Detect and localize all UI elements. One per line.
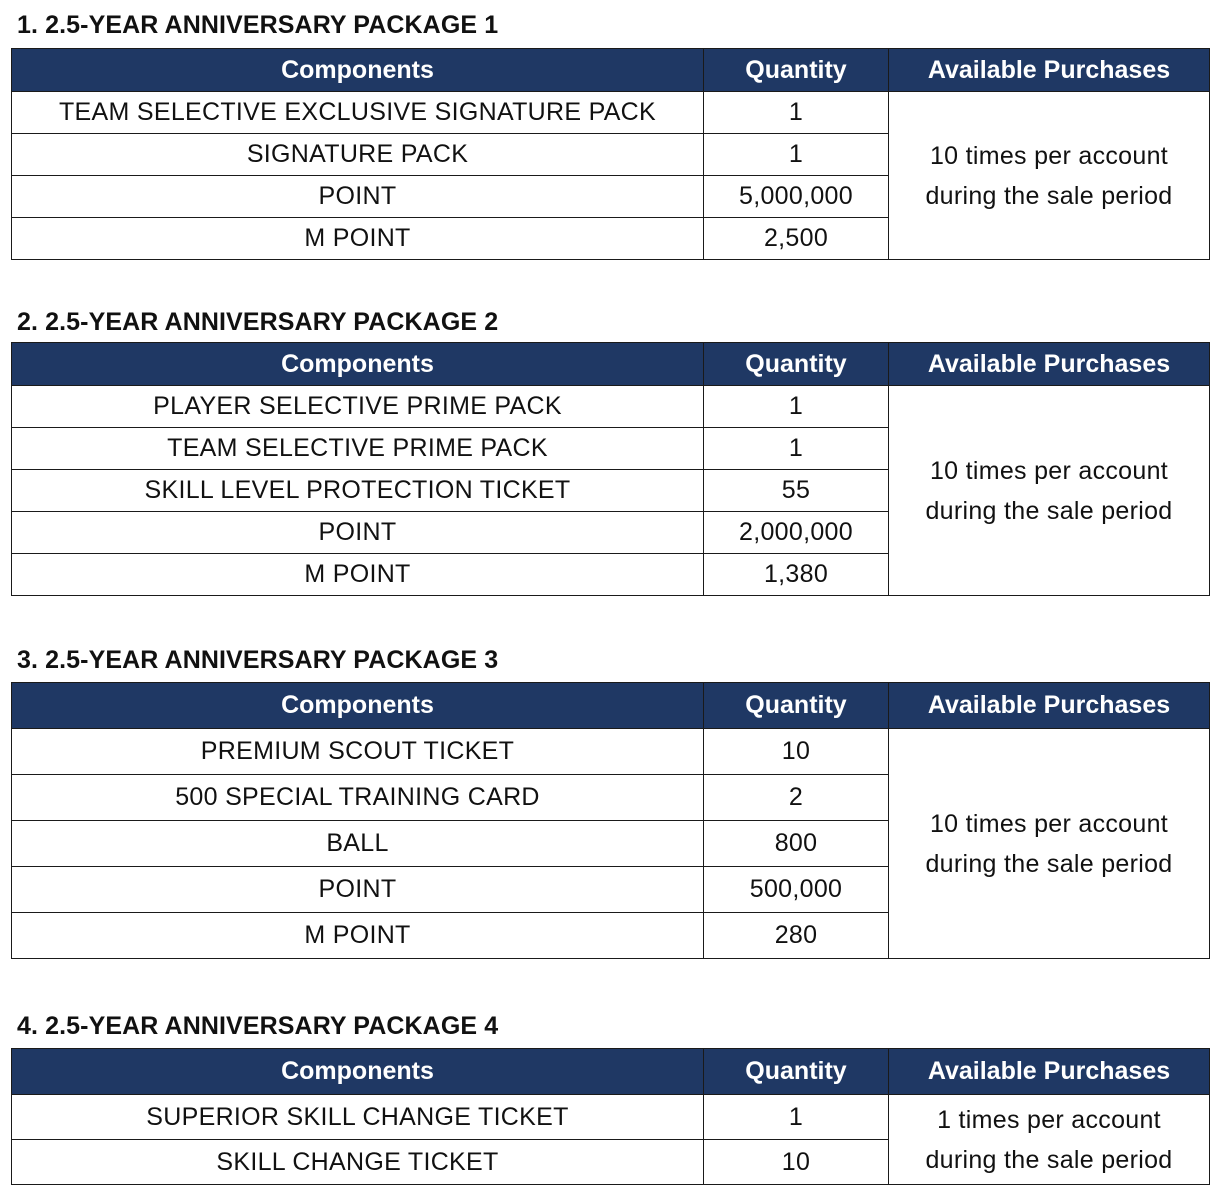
available-line-2: during the sale period xyxy=(925,496,1173,525)
table-header-row xyxy=(12,1049,1210,1095)
header-available-purchases: Available Purchases xyxy=(889,1049,1210,1095)
table-row xyxy=(12,729,1210,775)
component-cell: M POINT xyxy=(12,554,704,596)
table-header-row xyxy=(12,343,1210,386)
quantity-cell: 800 xyxy=(704,821,889,867)
header-quantity: Quantity xyxy=(704,1049,889,1095)
quantity-cell: 500,000 xyxy=(704,867,889,913)
header-components: Components xyxy=(12,49,704,92)
quantity-cell: 1 xyxy=(704,386,889,428)
quantity-cell: 280 xyxy=(704,913,889,959)
table-header-row xyxy=(12,683,1210,729)
component-cell: POINT xyxy=(12,867,704,913)
package-3-table xyxy=(11,682,1210,959)
component-cell: SUPERIOR SKILL CHANGE TICKET xyxy=(12,1095,704,1140)
component-cell: TEAM SELECTIVE PRIME PACK xyxy=(12,428,704,470)
header-available-purchases: Available Purchases xyxy=(889,49,1210,92)
component-cell: M POINT xyxy=(12,218,704,260)
component-cell: SKILL LEVEL PROTECTION TICKET xyxy=(12,470,704,512)
component-cell: POINT xyxy=(12,176,704,218)
available-line-2: during the sale period xyxy=(925,181,1173,210)
quantity-cell: 1 xyxy=(704,1095,889,1140)
header-components: Components xyxy=(12,343,704,386)
available-purchases-cell xyxy=(889,386,1210,596)
component-cell: BALL xyxy=(12,821,704,867)
quantity-cell: 2 xyxy=(704,775,889,821)
table-row xyxy=(12,386,1210,428)
package-2-title: 2. 2.5-YEAR ANNIVERSARY PACKAGE 2 xyxy=(17,308,499,336)
package-1-table xyxy=(11,48,1210,260)
header-quantity: Quantity xyxy=(704,683,889,729)
package-2-table xyxy=(11,342,1210,596)
header-components: Components xyxy=(12,683,704,729)
quantity-cell: 1,380 xyxy=(704,554,889,596)
available-line-2: during the sale period xyxy=(925,1145,1173,1174)
component-cell: PREMIUM SCOUT TICKET xyxy=(12,729,704,775)
available-purchases-cell xyxy=(889,729,1210,959)
quantity-cell: 1 xyxy=(704,134,889,176)
quantity-cell: 5,000,000 xyxy=(704,176,889,218)
table-row xyxy=(12,92,1210,134)
quantity-cell: 55 xyxy=(704,470,889,512)
component-cell: POINT xyxy=(12,512,704,554)
available-line-1: 10 times per account xyxy=(929,809,1169,838)
header-available-purchases: Available Purchases xyxy=(889,343,1210,386)
quantity-cell: 2,000,000 xyxy=(704,512,889,554)
package-3-title: 3. 2.5-YEAR ANNIVERSARY PACKAGE 3 xyxy=(17,646,499,674)
component-cell: 500 SPECIAL TRAINING CARD xyxy=(12,775,704,821)
package-4-title: 4. 2.5-YEAR ANNIVERSARY PACKAGE 4 xyxy=(17,1012,499,1040)
available-purchases-cell xyxy=(889,92,1210,260)
header-quantity: Quantity xyxy=(704,49,889,92)
header-quantity: Quantity xyxy=(704,343,889,386)
quantity-cell: 10 xyxy=(704,1140,889,1185)
component-cell: TEAM SELECTIVE EXCLUSIVE SIGNATURE PACK xyxy=(12,92,704,134)
component-cell: SIGNATURE PACK xyxy=(12,134,704,176)
quantity-cell: 1 xyxy=(704,428,889,470)
header-components: Components xyxy=(12,1049,704,1095)
available-line-1: 1 times per account xyxy=(937,1105,1161,1134)
quantity-cell: 10 xyxy=(704,729,889,775)
component-cell: SKILL CHANGE TICKET xyxy=(12,1140,704,1185)
table-header-row xyxy=(12,49,1210,92)
available-line-1: 10 times per account xyxy=(929,141,1169,170)
table-row xyxy=(12,1095,1210,1140)
package-1-title: 1. 2.5-YEAR ANNIVERSARY PACKAGE 1 xyxy=(17,11,499,39)
package-4-table xyxy=(11,1048,1210,1185)
quantity-cell: 1 xyxy=(704,92,889,134)
header-available-purchases: Available Purchases xyxy=(889,683,1210,729)
available-line-2: during the sale period xyxy=(925,849,1173,878)
available-line-1: 10 times per account xyxy=(929,456,1169,485)
component-cell: PLAYER SELECTIVE PRIME PACK xyxy=(12,386,704,428)
available-purchases-cell xyxy=(889,1095,1210,1185)
quantity-cell: 2,500 xyxy=(704,218,889,260)
component-cell: M POINT xyxy=(12,913,704,959)
